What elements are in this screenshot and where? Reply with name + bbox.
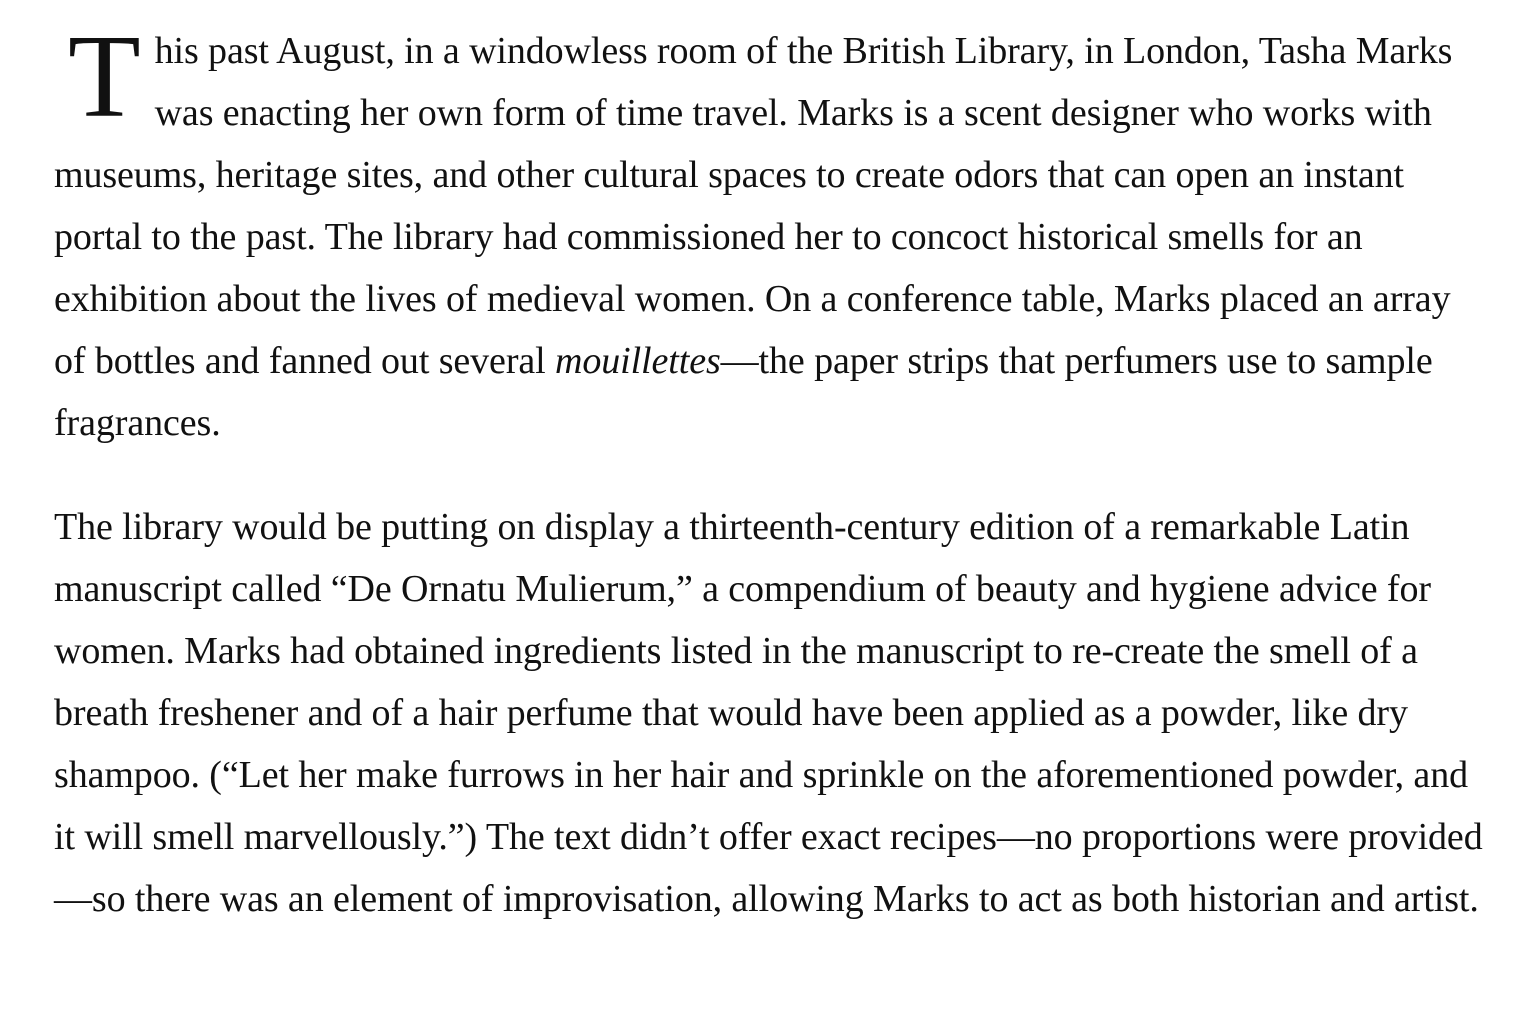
drop-cap: T [68,10,141,142]
paragraph-2-text: The library would be putting on display a thirteenth-century edition of a remarkable Latin manuscript called “De Ornatu Mulierum,” a compendium of beauty and hygiene advice for women. Marks had obtained ingredients listed in the manuscript to re-create the smell of a breath freshener and of a hair perfume that would have been applied as a powder, like dry shampoo. (“Let her make furrows in her hair and sprinkle on the aforementioned powder, and it will smell marvellously.”) The text didn’t offer exact recipes—no proportions were provided—so there was an element of improvisation, allowing Marks to act as both historian and artist. [54,506,1483,920]
paragraph-2 [54,496,1490,930]
italic-term: mouillettes [555,340,721,382]
paragraph-1-text: his past August, in a windowless room of the British Library, in London, Tasha Marks was enacting her own form of time travel. Marks is a scent designer who works with museums, heritage sites, and other cultural spaces to create odors that can open an instant portal to the past. The library had commissioned her to concoct historical smells for an exhibition about the lives of medieval women. On a conference table, Marks placed an array of bottles and fanned out several [54,30,1453,382]
paragraph-1-text-end: —the paper strips that perfumers use to sample fragrances. [54,340,1433,444]
paragraph-1 [54,10,1490,454]
article-body [54,10,1490,972]
